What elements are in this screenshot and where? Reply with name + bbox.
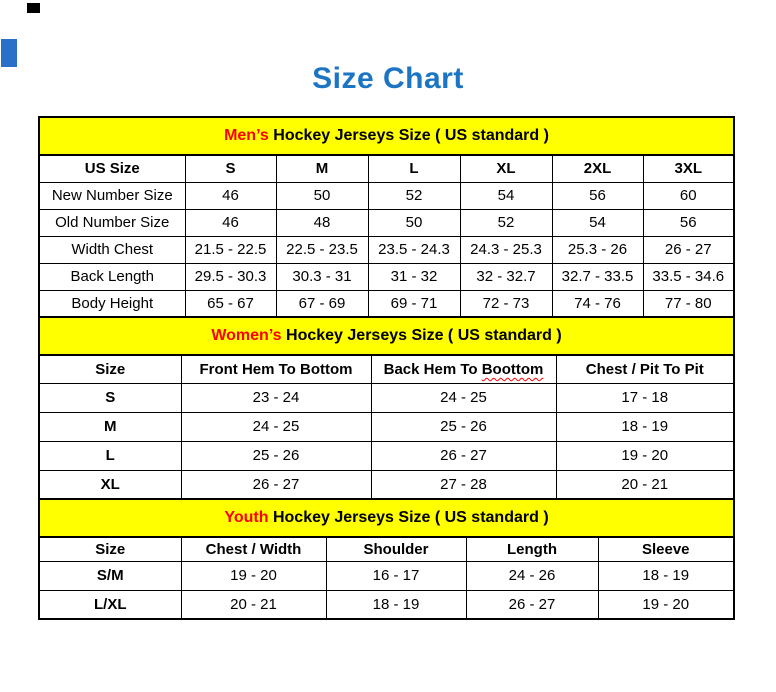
column-header-cell: M xyxy=(276,155,368,182)
row-label-cell: S xyxy=(39,383,181,412)
measurement-cell: 20 - 21 xyxy=(181,590,326,619)
mens-size-table xyxy=(38,116,735,318)
column-header-cell: Sleeve xyxy=(598,537,734,561)
measurement-cell: 17 - 18 xyxy=(556,383,734,412)
measurement-cell: 56 xyxy=(552,182,643,209)
row-label-cell: L xyxy=(39,441,181,470)
measurement-cell: 24 - 25 xyxy=(181,412,371,441)
measurement-cell: 33.5 - 34.6 xyxy=(643,263,734,290)
measurement-cell: 77 - 80 xyxy=(643,290,734,317)
measurement-cell: 26 - 27 xyxy=(371,441,556,470)
measurement-cell: 26 - 27 xyxy=(181,470,371,499)
womens-row xyxy=(39,470,734,499)
measurement-cell: 24 - 25 xyxy=(371,383,556,412)
measurement-cell: 16 - 17 xyxy=(326,561,466,590)
stray-black-square xyxy=(27,3,40,13)
size-chart xyxy=(38,116,733,620)
column-header-cell: US Size xyxy=(39,155,185,182)
column-header-cell: XL xyxy=(460,155,552,182)
column-header-cell: Length xyxy=(466,537,598,561)
mens-row xyxy=(39,263,734,290)
measurement-cell: 50 xyxy=(276,182,368,209)
measurement-cell: 21.5 - 22.5 xyxy=(185,236,276,263)
measurement-cell: 30.3 - 31 xyxy=(276,263,368,290)
column-header-cell: Chest / Width xyxy=(181,537,326,561)
youth-row xyxy=(39,561,734,590)
youth-banner: Youth Hockey Jerseys Size ( US standard ) xyxy=(39,499,734,537)
womens-row xyxy=(39,383,734,412)
column-header-cell: 2XL xyxy=(552,155,643,182)
measurement-cell: 56 xyxy=(643,209,734,236)
column-header-cell: 3XL xyxy=(643,155,734,182)
measurement-cell: 46 xyxy=(185,209,276,236)
measurement-cell: 26 - 27 xyxy=(643,236,734,263)
page-title: Size Chart xyxy=(312,62,464,95)
row-label-cell: Old Number Size xyxy=(39,209,185,236)
column-header-cell: Back Hem To Boottom xyxy=(371,355,556,383)
mens-row xyxy=(39,209,734,236)
womens-banner-highlight: Women’s xyxy=(211,327,282,344)
measurement-cell: 20 - 21 xyxy=(556,470,734,499)
mens-banner-highlight: Men’s xyxy=(224,127,269,144)
column-header-cell: Chest / Pit To Pit xyxy=(556,355,734,383)
measurement-cell: 65 - 67 xyxy=(185,290,276,317)
measurement-cell: 26 - 27 xyxy=(466,590,598,619)
row-label-cell: Back Length xyxy=(39,263,185,290)
measurement-cell: 52 xyxy=(368,182,460,209)
measurement-cell: 19 - 20 xyxy=(556,441,734,470)
measurement-cell: 69 - 71 xyxy=(368,290,460,317)
youth-banner-highlight: Youth xyxy=(224,509,269,526)
misspelled-word: Boottom xyxy=(481,360,544,378)
mens-row xyxy=(39,236,734,263)
womens-row xyxy=(39,412,734,441)
column-header-cell: Shoulder xyxy=(326,537,466,561)
measurement-cell: 27 - 28 xyxy=(371,470,556,499)
row-label-cell: L/XL xyxy=(39,590,181,619)
measurement-cell: 25 - 26 xyxy=(371,412,556,441)
measurement-cell: 23.5 - 24.3 xyxy=(368,236,460,263)
column-header-cell: Size xyxy=(39,355,181,383)
column-header-cell: L xyxy=(368,155,460,182)
mens-row xyxy=(39,290,734,317)
measurement-cell: 25 - 26 xyxy=(181,441,371,470)
row-label-cell: Body Height xyxy=(39,290,185,317)
measurement-cell: 54 xyxy=(460,182,552,209)
measurement-cell: 50 xyxy=(368,209,460,236)
measurement-cell: 18 - 19 xyxy=(556,412,734,441)
measurement-cell: 18 - 19 xyxy=(598,561,734,590)
row-label-cell: New Number Size xyxy=(39,182,185,209)
measurement-cell: 54 xyxy=(552,209,643,236)
measurement-cell: 19 - 20 xyxy=(598,590,734,619)
measurement-cell: 60 xyxy=(643,182,734,209)
column-header-cell: S xyxy=(185,155,276,182)
measurement-cell: 25.3 - 26 xyxy=(552,236,643,263)
measurement-cell: 32 - 32.7 xyxy=(460,263,552,290)
measurement-cell: 31 - 32 xyxy=(368,263,460,290)
measurement-cell: 24 - 26 xyxy=(466,561,598,590)
measurement-cell: 46 xyxy=(185,182,276,209)
row-label-cell: Width Chest xyxy=(39,236,185,263)
mens-row xyxy=(39,182,734,209)
measurement-cell: 19 - 20 xyxy=(181,561,326,590)
measurement-cell: 72 - 73 xyxy=(460,290,552,317)
row-label-cell: XL xyxy=(39,470,181,499)
womens-row xyxy=(39,441,734,470)
column-header-cell: Size xyxy=(39,537,181,561)
measurement-cell: 18 - 19 xyxy=(326,590,466,619)
measurement-cell: 24.3 - 25.3 xyxy=(460,236,552,263)
measurement-cell: 48 xyxy=(276,209,368,236)
measurement-cell: 52 xyxy=(460,209,552,236)
row-label-cell: M xyxy=(39,412,181,441)
stray-blue-square xyxy=(1,39,17,67)
measurement-cell: 67 - 69 xyxy=(276,290,368,317)
mens-banner: Men’s Hockey Jerseys Size ( US standard ) xyxy=(39,117,734,155)
row-label-cell: S/M xyxy=(39,561,181,590)
womens-banner: Women’s Hockey Jerseys Size ( US standard ) xyxy=(39,317,734,355)
measurement-cell: 22.5 - 23.5 xyxy=(276,236,368,263)
measurement-cell: 23 - 24 xyxy=(181,383,371,412)
measurement-cell: 29.5 - 30.3 xyxy=(185,263,276,290)
youth-size-table xyxy=(38,498,735,620)
measurement-cell: 74 - 76 xyxy=(552,290,643,317)
column-header-cell: Front Hem To Bottom xyxy=(181,355,371,383)
youth-row xyxy=(39,590,734,619)
measurement-cell: 32.7 - 33.5 xyxy=(552,263,643,290)
womens-size-table xyxy=(38,316,735,500)
